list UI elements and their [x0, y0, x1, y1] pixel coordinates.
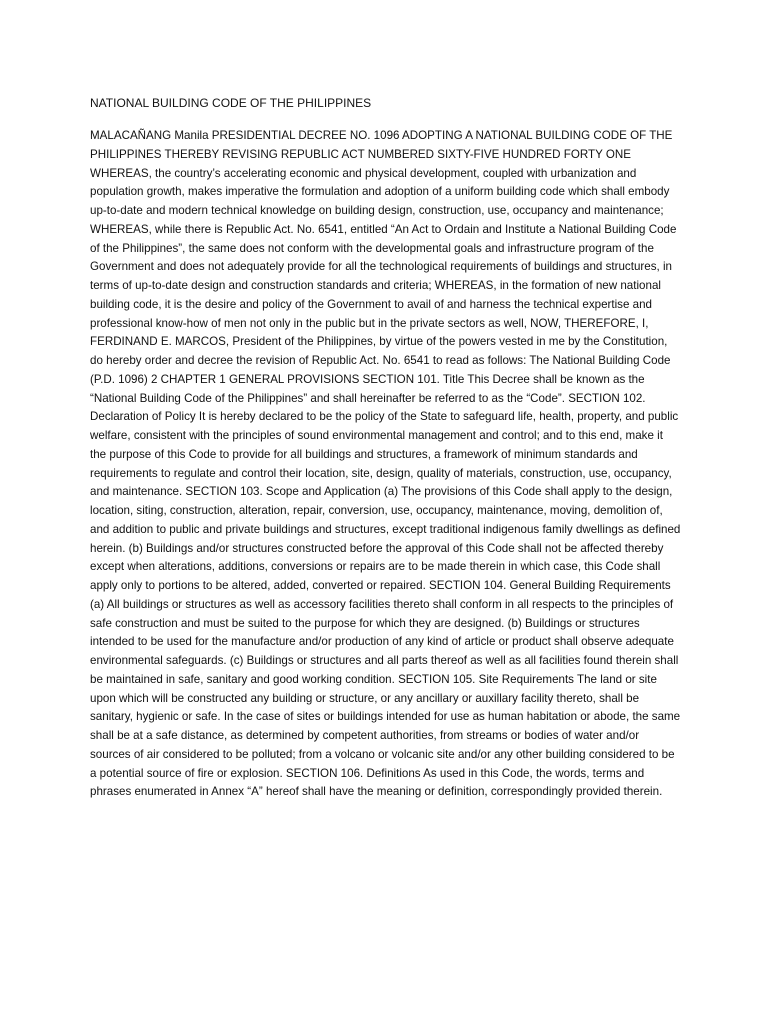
document-title: NATIONAL BUILDING CODE OF THE PHILIPPINES — [90, 96, 372, 110]
document-page — [90, 94, 682, 802]
document-body: MALACAÑANG Manila PRESIDENTIAL DECREE NO. 1096 ADOPTING A NATIONAL BUILDING CODE OF THE PHILIPPINES THEREBY REVISING REPUBLIC ACT NUMBERED SIXTY-FIVE HUNDRED FORTY ONE WHEREAS, the country’s accelerating economic and physical development, coupled with urbanization and population growth, makes imperative the formulation and adoption of a uniform building code which shall embody up-to-date and modern technical knowledge on building design, construction, use, occupancy and maintenance; WHEREAS, while there is Republic Act. No. 6541, entitled “An Act to Ordain and Institute a National Building Code of the Philippines”, the same does not conform with the developmental goals and infrastructure program of the Government and does not adequately provide for all the technological requirements of buildings and structures, in terms of up-to-date design and construction standards and criteria; WHEREAS, in the formation of new national building code, it is the desire and policy of the Government to avail of and harness the technical expertise and professional know-how of men not only in the public but in the private sectors as well, NOW, THEREFORE, I, FERDINAND E. MARCOS, President of the Philippines, by virtue of the powers vested in me by the Constitution, do hereby order and decree the revision of Republic Act. No. 6541 to read as follows: The National Building Code (P.D. 1096) 2 CHAPTER 1 GENERAL PROVISIONS SECTION 101. Title This Decree shall be known as the “National Building Code of the Philippines” and shall hereinafter be referred to as the “Code”. SECTION 102. Declaration of Policy It is hereby declared to be the policy of the State to safeguard life, health, property, and public welfare, consistent with the principles of sound environmental management and control; and to this end, make it the purpose of this Code to provide for all buildings and structures, a framework of minimum standards and requirements to regulate and control their location, site, design, quality of materials, construction, use, occupancy, and maintenance. SECTION 103. Scope and Application (a) The provisions of this Code shall apply to the design, location, siting, construction, alteration, repair, conversion, use, occupancy, maintenance, moving, demolition of, and addition to public and private buildings and structures, except traditional indigenous family dwellings as defined herein. (b) Buildings and/or structures constructed before the approval of this Code shall not be affected thereby except when alterations, additions, conversions or repairs are to be made therein in which case, this Code shall apply only to portions to be altered, added, converted or repaired. SECTION 104. General Building Requirements (a) All buildings or structures as well as accessory facilities thereto shall conform in all respects to the principles of safe construction and must be suited to the purpose for which they are designed. (b) Buildings or structures intended to be used for the manufacture and/or production of any kind of article or product shall observe adequate environmental safeguards. (c) Buildings or structures and all parts thereof as well as all facilities found therein shall be maintained in safe, sanitary and good working condition. SECTION 105. Site Requirements The land or site upon which will be constructed any building or structure, or any ancillary or auxillary facility thereto, shall be sanitary, hygienic or safe. In the case of sites or buildings intended for use as human habitation or abode, the same shall be at a safe distance, as determined by competent authorities, from streams or bodies of water and/or sources of air considered to be polluted; from a volcano or volcanic site and/or any other building considered to be a potential source of fire or explosion. SECTION 106. Definitions As used in this Code, the words, terms and phrases enumerated in Annex “A” hereof shall have the meaning or definition, correspondingly provided therein. — [90, 129, 681, 799]
